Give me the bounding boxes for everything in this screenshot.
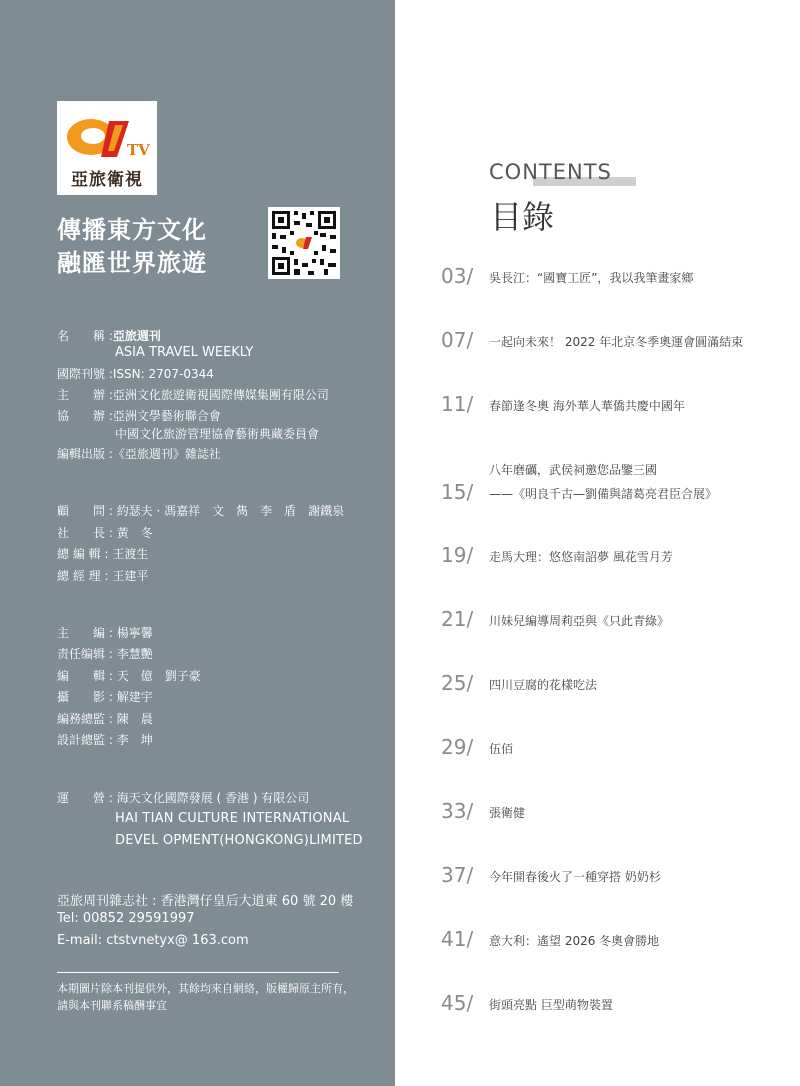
staff-label: 顧 問 : <box>57 504 117 518</box>
toc-page-number: 15/ <box>441 480 474 504</box>
staff-row <box>57 711 153 727</box>
magazine-name-row <box>57 328 161 344</box>
toc-title[interactable]: 伍佰 <box>489 742 514 756</box>
staff-label: 责任编辑 : <box>57 647 117 661</box>
operator-en-2: DEVEL OPMENT(HONGKONG)LIMITED <box>115 833 363 848</box>
toc-title[interactable]: 春節逢冬奧 海外華人華僑共慶中國年 <box>489 399 685 413</box>
toc-title[interactable]: ——《明良千古—劉備與諸葛亮君臣合展》 <box>489 487 718 501</box>
toc-title[interactable]: 一起向未來！ 2022 年北京冬季奧運會圓滿結束 <box>489 335 744 349</box>
staff-label: 攝 影 : <box>57 690 117 704</box>
address-text: 亞旅周刊雜志社 : 香港灣仔皇后大道東 60 號 20 樓 <box>57 894 354 909</box>
toc-title[interactable]: 意大利：遙望 2026 冬奧會勝地 <box>489 934 660 948</box>
host-value: 亞洲文化旅遊衛視國際傳媒集團有限公司 <box>112 388 329 402</box>
staff-row <box>57 568 148 584</box>
toc-page-number: 29/ <box>441 735 474 759</box>
copyright-note-line-2: 請與本刊聯系稿酬事宜 <box>57 999 167 1012</box>
operator-label: 運 營 : <box>57 791 117 805</box>
operator-value: 海天文化國際發展 ( 香港 ) 有限公司 <box>116 791 310 805</box>
staff-row <box>57 732 153 748</box>
toc-title[interactable]: 吳長江：“國寶工匠”，我以我筆畫家鄉 <box>489 271 694 285</box>
slogan-line-1: 傳播東方文化 <box>57 216 207 244</box>
staff-row <box>57 525 153 541</box>
publisher-value: 《亞旅週刊》雜誌社 <box>112 447 221 461</box>
co-host-value-2: 中國文化旅游管理協會藝術典藏委員會 <box>115 427 320 441</box>
operator-row <box>57 790 309 806</box>
toc-page-number: 19/ <box>441 543 474 567</box>
toc-page-number: 41/ <box>441 927 474 951</box>
staff-row <box>57 546 148 562</box>
toc-page-number: 33/ <box>441 799 474 823</box>
staff-value: 李 坤 <box>116 733 153 747</box>
staff-value: 李慧艷 <box>116 647 153 661</box>
qr-code-icon <box>268 207 340 279</box>
toc-title[interactable]: 街頭亮點 巨型萌物裝置 <box>489 998 613 1012</box>
staff-row <box>57 668 201 684</box>
staff-value: 王建平 <box>112 569 149 583</box>
host-label: 主 辦 : <box>57 388 113 402</box>
staff-value: 楊寧馨 <box>116 626 153 640</box>
issn-value: ISSN: 2707-0344 <box>112 367 214 381</box>
name-label: 名 稱 : <box>57 329 113 343</box>
email-text: E-mail: ctstvnetyx@ 163.com <box>57 933 249 948</box>
staff-value: 陳 晨 <box>116 712 153 726</box>
contents-heading-en: CONTENTS <box>489 160 612 184</box>
toc-page-number: 37/ <box>441 863 474 887</box>
logo-tv-text: TV <box>127 141 150 159</box>
staff-label: 編 輯 : <box>57 669 117 683</box>
toc-title[interactable]: 四川豆腐的花樣吃法 <box>489 678 598 692</box>
staff-label: 社 長 : <box>57 526 117 540</box>
toc-title-line-1[interactable]: 八年磨礪，武侯祠邀您品鑒三國 <box>489 463 658 477</box>
copyright-note-line-1: 本期圖片除本刊提供外，其餘均來自網絡，版權歸原主所有， <box>57 982 354 995</box>
toc-page-number: 03/ <box>441 264 474 288</box>
co-host-row <box>57 408 221 424</box>
slogan-line-2: 融匯世界旅遊 <box>57 249 207 277</box>
staff-value: 王渡生 <box>112 547 149 561</box>
toc-title[interactable]: 張衛健 <box>489 806 526 820</box>
toc-title[interactable]: 川妹兒編導周莉亞與《只此青綠》 <box>489 614 670 628</box>
toc-page-number: 21/ <box>441 607 474 631</box>
staff-row <box>57 646 153 662</box>
staff-value: 約瑟夫 · 馮嘉祥 文 雋 李 盾 謝鐵泉 <box>116 504 345 518</box>
staff-label: 總 經 理 : <box>57 569 113 583</box>
staff-row <box>57 503 344 519</box>
staff-label: 設計總監 : <box>57 733 117 747</box>
toc-title[interactable]: 今年開春後火了一種穿搭 奶奶杉 <box>489 870 661 884</box>
logo <box>57 101 157 195</box>
staff-value: 解建宇 <box>116 690 153 704</box>
staff-value: 黃 冬 <box>116 526 153 540</box>
toc-page-number: 45/ <box>441 991 474 1015</box>
staff-row <box>57 625 153 641</box>
staff-label: 主 編 : <box>57 626 117 640</box>
staff-label: 編務總監 : <box>57 712 117 726</box>
toc-title[interactable]: 走馬大理：悠悠南詔夢 風花雪月芳 <box>489 550 673 564</box>
host-row <box>57 387 329 403</box>
logo-text: 亞旅衛視 <box>71 170 143 190</box>
magazine-name-en: ASIA TRAVEL WEEKLY <box>115 345 254 360</box>
toc-page-number: 11/ <box>441 392 474 416</box>
divider <box>57 972 339 973</box>
staff-label: 總 編 輯 : <box>57 547 113 561</box>
publisher-row <box>57 446 221 462</box>
masthead-panel <box>0 0 395 1086</box>
toc-page-number: 25/ <box>441 671 474 695</box>
operator-en-1: HAI TIAN CULTURE INTERNATIONAL <box>115 811 350 826</box>
name-value: 亞旅週刊 <box>112 329 161 343</box>
publisher-label: 編輯出版 : <box>57 447 113 461</box>
tel-text: Tel: 00852 29591997 <box>57 911 195 926</box>
toc-page-number: 07/ <box>441 328 474 352</box>
issn-row <box>57 366 214 382</box>
issn-label: 國際刊號 : <box>57 367 113 381</box>
staff-value: 天 億 劉子豪 <box>116 669 201 683</box>
staff-row <box>57 689 153 705</box>
co-host-value-1: 亞洲文學藝術聯合會 <box>112 409 221 423</box>
co-host-label: 協 辦 : <box>57 409 113 423</box>
contents-heading-zh: 目錄 <box>490 198 555 236</box>
